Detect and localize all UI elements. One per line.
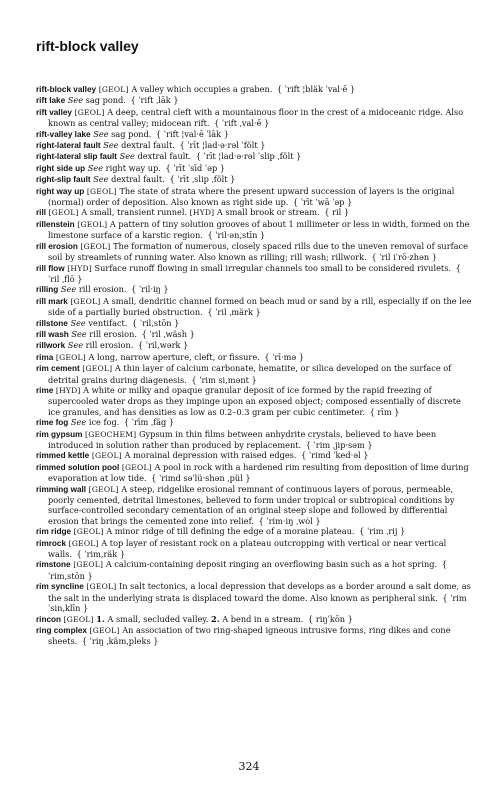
pronunciation: { ˈrift ˌlāk } [130, 95, 179, 106]
subject-label: [GEOL] [80, 241, 111, 251]
entry-definition: A small brook or stream. [216, 207, 320, 218]
pronunciation: { ˈrīt ˌslip ˌfölt } [169, 174, 236, 185]
see-reference: See [71, 328, 87, 339]
entry-headword: rillstone [36, 318, 68, 328]
subject-label: [GEOL] [55, 352, 86, 362]
entry-definition: A top layer of resistant rock on a plateau outcropping with vertical or near vertical walls. [48, 537, 447, 560]
dictionary-entry [36, 581, 472, 613]
entry-headword: right-lateral slip fault [36, 152, 117, 162]
entry-headword: rimstone [36, 560, 71, 570]
entry-headword: rima [36, 352, 54, 362]
subject-label: [GEOL] [89, 625, 120, 635]
pronunciation: { ˈrimd səˈlü·shən ˌpül } [151, 473, 251, 484]
entry-headword: right-slip fault [36, 175, 91, 185]
entry-headword: rime fog [36, 418, 69, 428]
entry-headword: rill erosion [36, 241, 78, 251]
dictionary-entry [36, 107, 472, 129]
pronunciation: { ˈrīm ˌfäg } [123, 417, 175, 428]
entry-headword: rift lake [36, 96, 66, 106]
entry-headword: rill wash [36, 329, 69, 339]
entry-headword: right way up [36, 186, 85, 196]
see-reference: See [60, 284, 77, 295]
entry-definition: A bend in a stream. [222, 613, 304, 624]
entry-definition: An association of two ring-shaped igneous intrusive forms, ring dikes and cone sheets. [48, 624, 451, 647]
entry-headword: rilling [36, 285, 59, 295]
entry-definition: A pattern of tiny solution grooves of about 1 millimeter or less in width, formed on the limestone surface of a karstic region. [48, 218, 470, 241]
dictionary-entry [36, 84, 472, 95]
entry-list [36, 84, 472, 647]
entry-headword: rim syncline [36, 582, 84, 592]
entry-definition: rill erosion. [78, 284, 127, 295]
entry-headword: right side up [36, 163, 86, 173]
entry-definition: In salt tectonics, a local depression that develops as a border around a salt dome, as the salt in the underlying strata is displaced toward the dome. Also known as peripheral sink. [48, 581, 471, 603]
dictionary-entry [36, 450, 472, 461]
entry-headword: rincon [36, 614, 62, 624]
subject-label: [HYD] [67, 263, 92, 273]
dictionary-entry [36, 625, 472, 647]
entry-definition: A deep, central cleft with a mountainous floor in the crest of a midoceanic ridge. Also known as central valley; midocean rift. [48, 106, 464, 129]
subject-label: [GEOL] [70, 296, 101, 306]
dictionary-entry [36, 95, 472, 106]
entry-definition: A minor ridge of till defining the edge of a moraine plateau. [106, 526, 355, 537]
dictionary-entry [36, 284, 472, 295]
see-reference: See [93, 128, 109, 139]
entry-definition: A pool in rock with a hardened rim resulting from deposition of lime during evaporation at low tide. [48, 461, 469, 484]
entry-definition: Gypsum in thin films between anhydrite crystals, believed to have been introduced in solution rather than produced by replacement. [48, 428, 437, 450]
entry-headword: right-lateral fault [36, 141, 101, 151]
entry-definition: A thin layer of calcium carbonate, hematite, or silica developed on the surface of detrital grains during diagenesis. [48, 363, 452, 385]
pronunciation: { rīm } [369, 406, 400, 417]
dictionary-entry [36, 329, 472, 340]
see-reference: See [67, 95, 84, 106]
pronunciation: { ˈrīt ˈsīd ˈəp } [165, 162, 226, 173]
subject-label: [GEOL] [86, 186, 117, 196]
entry-headword: rillenstein [36, 219, 75, 229]
dictionary-entry [36, 363, 472, 385]
dictionary-entry [36, 559, 472, 581]
dictionary-entry [36, 417, 472, 428]
entry-headword: rim cement [36, 364, 80, 374]
see-reference: See [103, 140, 119, 151]
dictionary-entry [36, 484, 472, 527]
entry-definition: Surface runoff flowing in small irregular channels too small to be considered rivulets. [94, 262, 452, 273]
entry-headword: rill [36, 208, 47, 218]
subject-label: [HYD] [55, 385, 81, 395]
entry-definition: The state of strata where the present upward succession of layers is the original (normal) order of deposition. Also known as right side up. [48, 185, 455, 208]
dictionary-entry [36, 140, 472, 151]
subject-label: [GEOL] [82, 364, 113, 374]
see-reference: See [119, 151, 135, 162]
dictionary-entry [36, 207, 472, 218]
pronunciation: { ˈril ˌflō } [48, 262, 461, 284]
pronunciation: { ˈrim·iŋ ˌwȯl } [258, 515, 321, 526]
dictionary-entry [36, 429, 472, 451]
pronunciation: { ˈril iˈrō·zhən } [371, 252, 437, 263]
pronunciation: { ˈrim ˌrij } [359, 526, 406, 537]
see-reference: See [67, 340, 84, 351]
entry-definition: sag pond. [85, 95, 126, 106]
subject-label: [GEOL] [73, 560, 104, 570]
pronunciation: { riŋˈkōn } [308, 613, 353, 624]
entry-headword: rift valley [36, 107, 72, 117]
pronunciation: { ˈrimd ˈked·əl } [301, 450, 369, 461]
subject-label: [GEOL] [63, 614, 94, 624]
entry-definition: dextral fault. [121, 140, 175, 151]
entry-definition: A morainal depression with raised edges. [124, 450, 297, 461]
subject-label: [GEOCHEM] [85, 429, 137, 439]
dictionary-entry [36, 462, 472, 484]
dictionary-entry [36, 296, 472, 318]
dictionary-entry [36, 163, 472, 174]
entry-headword: rill mark [36, 296, 68, 306]
subject-label: [HYD] [189, 208, 215, 218]
entry-definition: A white or milky and opaque granular deposit of ice formed by the rapid freezing of supercooled water drops as they impinge upon an exposed object; composed essentially of discrete ice granules, and has densities as low as 0.2–0.3 gram per cubic centimeter. [48, 384, 461, 417]
pronunciation: { ˈrim si‚mənt } [191, 374, 257, 385]
pronunciation: { ˈrī·mə } [264, 351, 304, 362]
subject-label: [GEOL] [86, 582, 117, 592]
dictionary-entry [36, 151, 472, 162]
dictionary-entry [36, 385, 472, 417]
entry-headword: rift-block valley [36, 85, 97, 94]
dictionary-entry [36, 219, 472, 241]
dictionary-entry [36, 318, 472, 329]
entry-definition: The formation of numerous, closely spaced rills due to the uneven removal of surface soil by streamlets of running water. Also known as rilling; rill wash; rillwork. [48, 240, 468, 263]
subject-label: [GEOL] [74, 107, 105, 117]
pronunciation: { ˈril ˌmärk } [207, 307, 261, 318]
dictionary-entry [36, 538, 472, 560]
entry-definition: A valley which occupies a graben. [131, 84, 273, 94]
pronunciation: { ˈril·iŋ } [131, 284, 169, 295]
pronunciation: { ˈrift ¦val·ē ˈlāk } [155, 128, 229, 139]
subject-label: [GEOL] [91, 451, 122, 461]
dictionary-entry [36, 241, 472, 263]
pronunciation: { ˈrift ˌval·ē } [214, 118, 270, 129]
dictionary-entry [36, 174, 472, 185]
pronunciation: { ril } [324, 207, 350, 218]
entry-headword: rimmed solution pool [36, 462, 120, 472]
entry-definition: A small, dendritic channel formed on beach mud or sand by a rill, especially if on the lee side of a partially buried obstruction. [48, 295, 472, 318]
entry-headword: rimrock [36, 538, 67, 548]
entry-definition: ventifact. [88, 317, 128, 328]
pronunciation: { ˈril ˌwäsh } [141, 328, 195, 339]
dictionary-entry [36, 614, 472, 625]
entry-headword: rime [36, 385, 54, 395]
subject-label: [GEOL] [68, 538, 99, 548]
entry-definition: ice fog. [88, 417, 120, 428]
pronunciation: { ˈrīt ¦lad·ə·rəl ˈslip ˌfölt } [195, 151, 302, 162]
page-number: 324 [238, 760, 260, 773]
entry-definition: A small, secluded valley. [107, 613, 209, 624]
entry-definition: rill erosion. [89, 328, 137, 339]
entry-headword: rift-valley lake [36, 129, 91, 139]
subject-label: [GEOL] [88, 484, 119, 494]
subject-label: [GEOL] [98, 85, 129, 94]
pronunciation: { ˈrift ¦bläk ˈval·ē } [276, 84, 356, 94]
subject-label: [GEOL] [77, 219, 108, 229]
entry-definition: dextral fault. [137, 151, 192, 162]
pronunciation: { ˈril·ən‚stīn } [207, 230, 266, 241]
entry-definition: right way up. [105, 162, 161, 173]
entry-headword: rimmed kettle [36, 451, 90, 461]
entry-definition: A small, transient runnel. [81, 207, 188, 218]
sense-number: 1. [96, 613, 105, 624]
entry-headword: rim gypsum [36, 429, 83, 439]
entry-headword: rimming wall [36, 484, 87, 494]
pronunciation: { ˈrim‚stōn } [48, 559, 447, 581]
entry-definition: dextral fault. [111, 174, 165, 185]
entry-definition: A calcium-containing deposit ringing an overflowing basin such as a hot spring. [105, 559, 438, 570]
pronunciation: { ˈrim ˈsin‚klīn } [48, 592, 467, 614]
see-reference: See [93, 174, 109, 185]
dictionary-entry [36, 352, 472, 363]
entry-definition: sag pond. [111, 128, 152, 139]
sense-number: 2. [211, 613, 220, 624]
entry-headword: rill flow [36, 263, 65, 273]
entry-definition: A steep, ridgelike erosional remnant of continuous layers of porous, permeable, poorly cemented, detrital limestones, believed to form under tropical or subtropical conditions by surface-controlled secondary cementation of an original steep slope and followed by differential erosion that brings the cemented zone into relief. [48, 483, 455, 526]
subject-label: [GEOL] [48, 208, 79, 218]
see-reference: See [70, 417, 87, 428]
entry-definition: A long, narrow aperture, cleft, or fissure. [88, 351, 260, 362]
see-reference: See [87, 162, 104, 173]
subject-label: [GEOL] [73, 527, 104, 537]
see-reference: See [70, 317, 86, 328]
entry-headword: rillwork [36, 341, 66, 351]
subject-label: [GEOL] [121, 462, 152, 472]
entry-headword: ring complex [36, 625, 87, 635]
dictionary-entry [36, 263, 472, 285]
entry-definition: rill erosion. [85, 340, 134, 351]
pronunciation: { ˈriŋ ˌkäm‚pleks } [81, 636, 159, 647]
pronunciation: { ˈrīt ˈwā ˈəp } [292, 197, 353, 208]
pronunciation: { ˈril‚stōn } [132, 317, 180, 328]
pronunciation: { ˈrīt ¦lad·ə·rəl ˈfölt } [179, 140, 266, 151]
dictionary-entry [36, 129, 472, 140]
dictionary-entry [36, 186, 472, 208]
dictionary-entry [36, 340, 472, 351]
pronunciation: { ˈrim‚räk } [76, 549, 126, 560]
entry-headword: rim ridge [36, 527, 72, 537]
pronunciation: { ˈril‚wərk } [137, 340, 189, 351]
pronunciation: { ˈrim ˌjip·səm } [305, 440, 373, 450]
dictionary-entry [36, 526, 472, 537]
running-head: rift-block valley [36, 38, 139, 54]
